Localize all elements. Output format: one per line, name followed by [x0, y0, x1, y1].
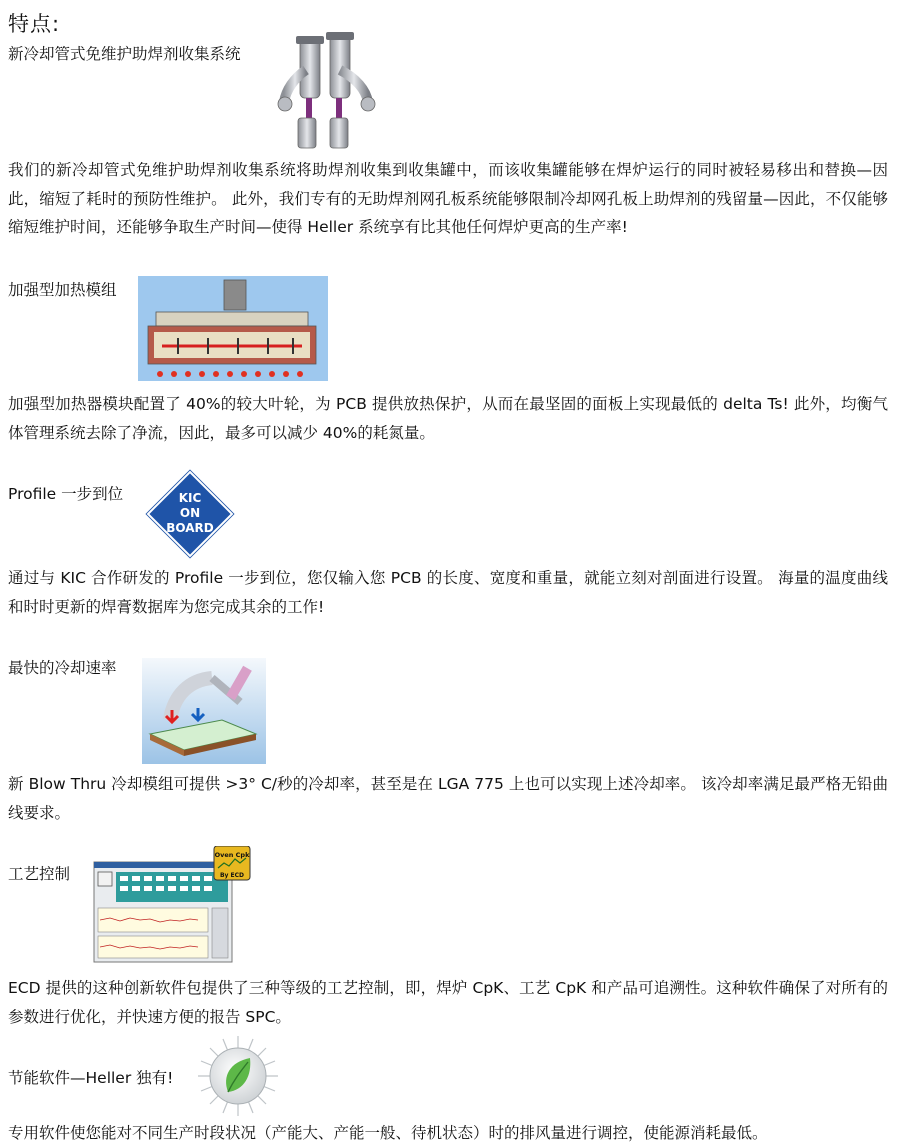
section-title-cooling-rate: 最快的冷却速率	[8, 659, 117, 677]
section-body-profile: 通过与 KIC 合作研发的 Profile 一步到位，您仅输入您 PCB 的长度、宽度和重量，就能立刻对剖面进行设置。 海量的温度曲线和时时更新的焊膏数据库为您完成其余的工作!	[8, 569, 888, 616]
section-title-process-control: 工艺控制	[8, 865, 71, 883]
oven-cpk-badge-title: Oven Cpk	[214, 851, 250, 859]
kic-badge-line-2: ON	[179, 506, 201, 520]
section-body-flux-collection: 我们的新冷却管式免维护助焊剂收集系统将助焊剂收集到收集罐中，而该收集罐能够在焊炉运行的同时被轻易移出和替换—因此，缩短了耗时的预防性维护。 此外，我们专有的无助焊剂网孔板系统能够限制冷却网孔板上助焊剂的残留量—因此，不仅能够缩短维护时间，还能够争取生产时间—使得 Heller 系统享有比其他任何焊炉更高的生产率!	[8, 161, 888, 236]
kic-on-board-badge	[142, 466, 238, 562]
kic-badge-line-1: KIC	[178, 491, 202, 505]
cooling-module-image	[142, 658, 266, 764]
flux-collector-image	[276, 30, 384, 155]
page-heading: 特点:	[8, 12, 61, 36]
oven-cpk-badge-subtitle: By ECD	[219, 872, 245, 879]
section-title-profile: Profile 一步到位	[8, 485, 124, 503]
heater-module-image	[138, 276, 328, 381]
section-body-cooling-rate: 新 Blow Thru 冷却模组可提供 >3° C/秒的冷却率，甚至是在 LGA 775 上也可以实现上述冷却率。 该冷却率满足最严格无铅曲线要求。	[8, 775, 888, 822]
green-leaf-badge	[196, 1034, 280, 1118]
kic-badge-line-3: BOARD	[166, 521, 214, 535]
section-body-process-control: ECD 提供的这种创新软件包提供了三种等级的工艺控制，即，焊炉 CpK、工艺 CpK 和产品可追溯性。这种软件确保了对所有的参数进行优化，并快速方便的报告 SPC。	[8, 979, 888, 1026]
section-body-heater-module: 加强型加热器模块配置了 40%的较大叶轮，为 PCB 提供放热保护，从而在最坚固的面板上实现最低的 delta Ts! 此外，均衡气体管理系统去除了净流，因此，最多可以减少 40%的耗氮量。	[8, 395, 888, 442]
oven-cpk-software-screenshot	[92, 846, 252, 964]
section-title-energy-saving: 节能软件—Heller 独有!	[8, 1069, 174, 1087]
section-body-energy-saving: 专用软件使您能对不同生产时段状况（产能大、产能一般、待机状态）时的排风量进行调控，使能源消耗最低。	[8, 1124, 768, 1142]
section-title-flux-collection: 新冷却管式免维护助焊剂收集系统	[8, 45, 241, 63]
section-title-heater-module: 加强型加热模组	[8, 281, 117, 299]
